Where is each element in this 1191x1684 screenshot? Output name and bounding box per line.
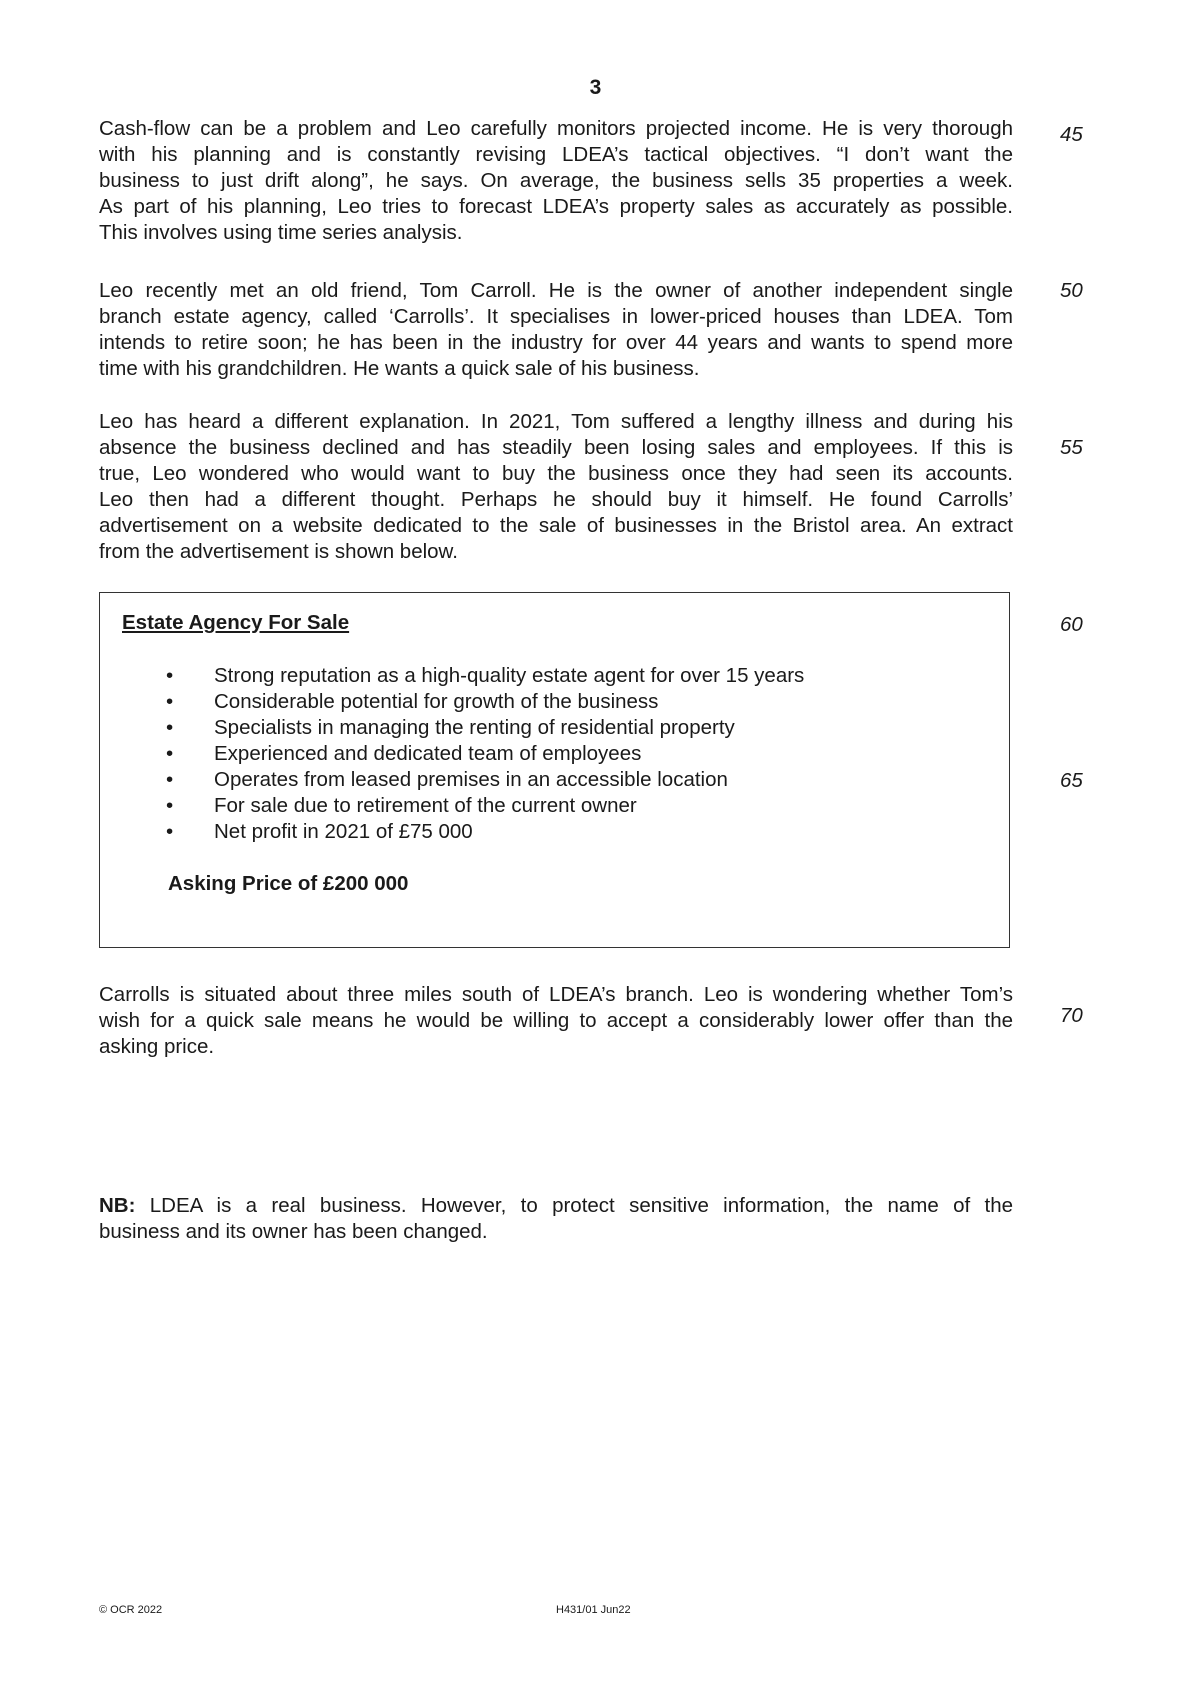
text-line: branch estate agency, called ‘Carrolls’. It specialises in lower-priced houses than LDEA. Tom bbox=[99, 305, 1013, 328]
list-item bbox=[166, 793, 804, 819]
paragraph-cash-flow bbox=[99, 116, 1013, 246]
bullet-icon: • bbox=[166, 690, 174, 713]
text-line: asking price. bbox=[99, 1035, 215, 1058]
text-line: from the advertisement is shown below. bbox=[99, 540, 458, 563]
text-line: absence the business declined and has steadily been losing sales and employees. If this is bbox=[99, 436, 1013, 459]
line-number: 55 bbox=[1060, 436, 1083, 459]
bullet-icon: • bbox=[166, 794, 174, 817]
list-item-text: Operates from leased premises in an accessible location bbox=[214, 768, 728, 791]
list-item-text: Specialists in managing the renting of residential property bbox=[214, 716, 735, 739]
text-line: intends to retire soon; he has been in the industry for over 44 years and wants to spend more bbox=[99, 331, 1013, 354]
advertisement-box bbox=[99, 592, 1010, 948]
text-line bbox=[99, 1193, 1013, 1219]
line-number: 65 bbox=[1060, 769, 1083, 792]
text-line: advertisement on a website dedicated to the sale of businesses in the Bristol area. An extract bbox=[99, 514, 1013, 537]
line-number: 45 bbox=[1060, 123, 1083, 146]
text-line: business and its owner has been changed. bbox=[99, 1220, 488, 1243]
list-item-text: Experienced and dedicated team of employees bbox=[214, 742, 642, 765]
footer-copyright: © OCR 2022 bbox=[99, 1604, 163, 1616]
text-line: true, Leo wondered who would want to buy the business once they had seen its accounts. bbox=[99, 462, 1013, 485]
list-item-text: Strong reputation as a high-quality estate agent for over 15 years bbox=[214, 664, 805, 687]
bullet-icon: • bbox=[166, 716, 174, 739]
list-item-text: Net profit in 2021 of £75 000 bbox=[214, 820, 473, 843]
list-item-text: For sale due to retirement of the current owner bbox=[214, 794, 637, 817]
note-text: LDEA is a real business. However, to protect sensitive information, the name of the bbox=[135, 1194, 1013, 1217]
list-item bbox=[166, 663, 804, 689]
text-line: This involves using time series analysis. bbox=[99, 221, 463, 244]
text-line: Leo recently met an old friend, Tom Carroll. He is the owner of another independent single bbox=[99, 279, 1013, 302]
bullet-icon: • bbox=[166, 820, 174, 843]
line-number: 60 bbox=[1060, 613, 1083, 636]
list-item bbox=[166, 741, 804, 767]
line-number: 70 bbox=[1060, 1004, 1083, 1027]
text-line: business to just drift along”, he says. On average, the business sells 35 properties a week. bbox=[99, 169, 1013, 192]
text-line: time with his grandchildren. He wants a quick sale of his business. bbox=[99, 357, 700, 380]
line-number: 50 bbox=[1060, 279, 1083, 302]
text-line: wish for a quick sale means he would be willing to accept a considerably lower offer than the bbox=[99, 1009, 1013, 1032]
bullet-icon: • bbox=[166, 768, 174, 791]
list-item bbox=[166, 689, 804, 715]
text-line: with his planning and is constantly revising LDEA’s tactical objectives. “I don’t want the bbox=[99, 143, 1013, 166]
asking-price: Asking Price of £200 000 bbox=[168, 872, 409, 895]
text-line: As part of his planning, Leo tries to forecast LDEA’s property sales as accurately as possible. bbox=[99, 195, 1013, 218]
list-item bbox=[166, 819, 804, 845]
list-item-text: Considerable potential for growth of the business bbox=[214, 690, 659, 713]
page-number: 3 bbox=[589, 76, 602, 99]
note-paragraph bbox=[99, 1193, 1013, 1245]
note-label: NB: bbox=[99, 1194, 136, 1217]
list-item bbox=[166, 767, 804, 793]
footer-code: H431/01 Jun22 bbox=[556, 1604, 631, 1616]
bullet-icon: • bbox=[166, 664, 174, 687]
text-line: Carrolls is situated about three miles south of LDEA’s branch. Leo is wondering whether Tom’s bbox=[99, 983, 1013, 1006]
text-line: Leo has heard a different explanation. In 2021, Tom suffered a lengthy illness and during his bbox=[99, 410, 1013, 433]
advertisement-heading: Estate Agency For Sale bbox=[122, 611, 350, 634]
list-item bbox=[166, 715, 804, 741]
paragraph-tom-carroll bbox=[99, 278, 1013, 382]
text-line: Cash-flow can be a problem and Leo carefully monitors projected income. He is very thorough bbox=[99, 117, 1013, 140]
paragraph-carrolls-location bbox=[99, 982, 1013, 1060]
advertisement-list bbox=[166, 663, 804, 845]
paragraph-different-explanation bbox=[99, 409, 1013, 565]
bullet-icon: • bbox=[166, 742, 174, 765]
text-line: Leo then had a different thought. Perhaps he should buy it himself. He found Carrolls’ bbox=[99, 488, 1013, 511]
